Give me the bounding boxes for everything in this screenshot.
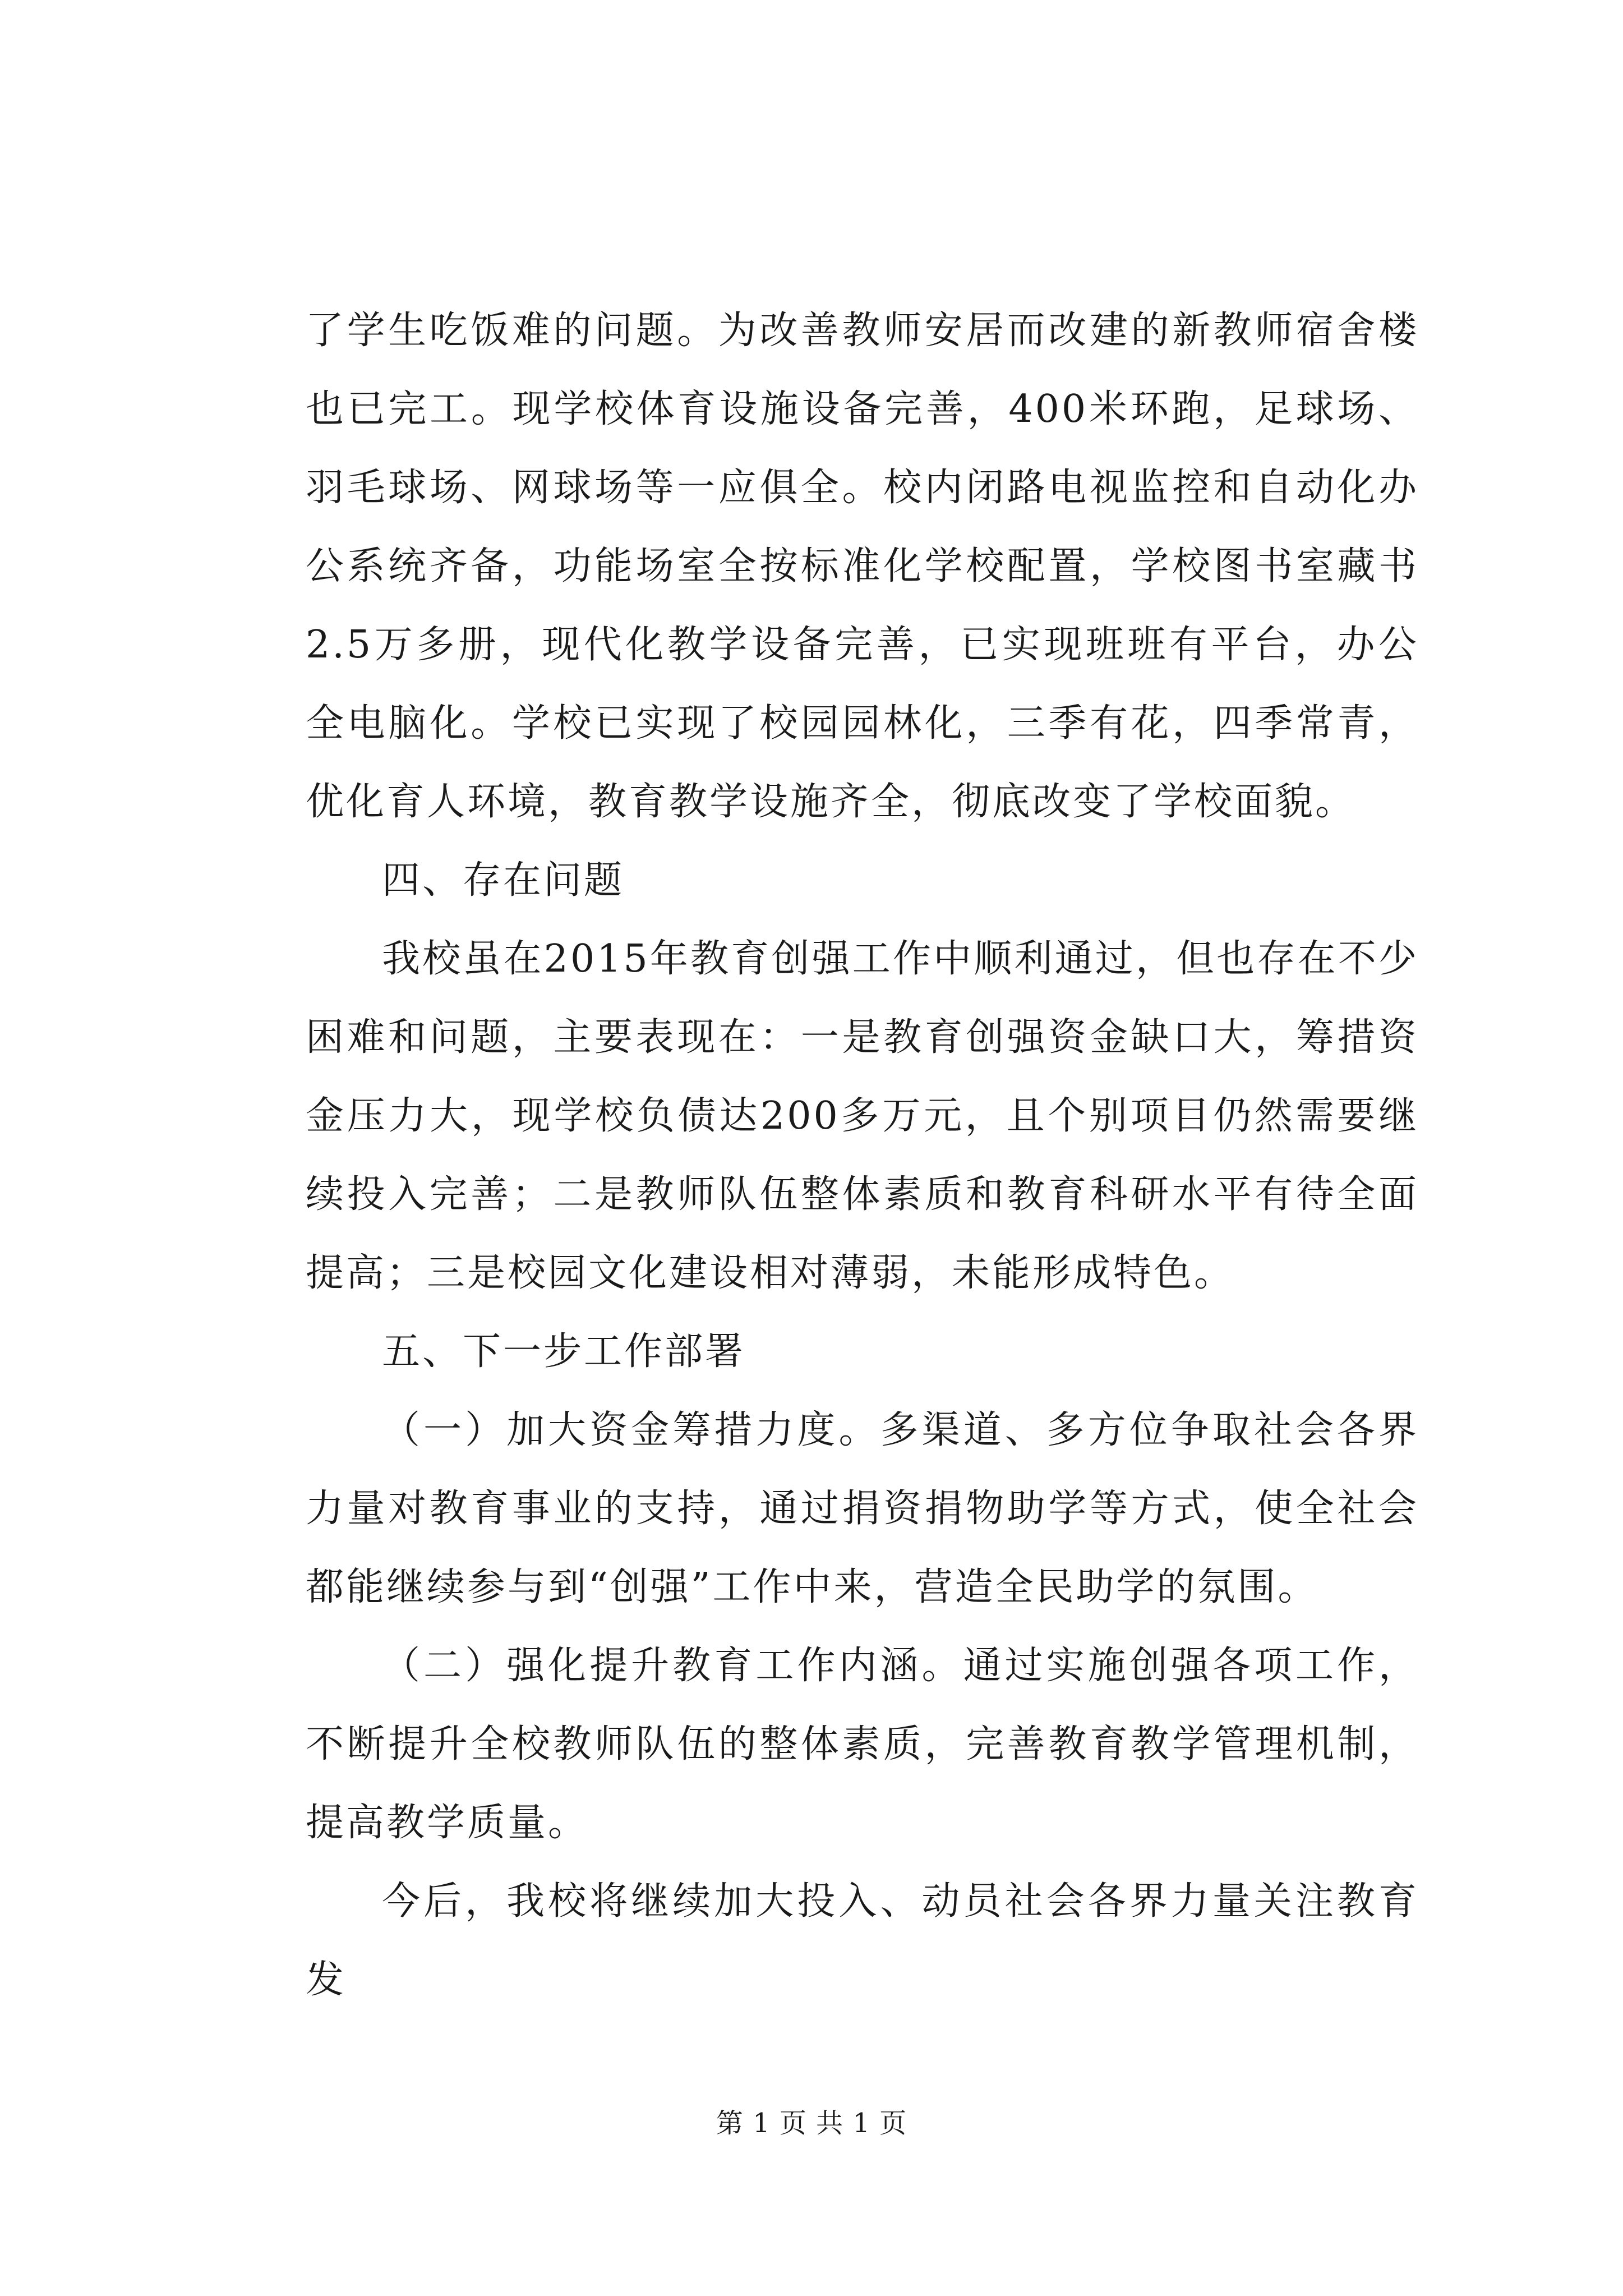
paragraph-funding: （一）加大资金筹措力度。多渠道、多方位争取社会各界力量对教育事业的支持，通过捐资捐物助学等方式，使全社会都能继续参与到“创强”工作中来，营造全民助学的氛围。 — [306, 1408, 1419, 1609]
paragraph-closing: 今后，我校将继续加大投入、动员社会各界力量关注教育发 — [306, 1879, 1419, 2002]
section-heading-problems: 四、存在问题 — [382, 858, 625, 903]
paragraph-facilities: 了学生吃饭难的问题。为改善教师安居而改建的新教师宿舍楼也已完工。现学校体育设施设备完善，400米环跑，足球场、羽毛球场、网球场等一应俱全。校内闭路电视监控和自动化办公系统齐备，功能场室全按标准化学校配置，学校图书室藏书2.5万多册，现代化教学设备完善，已实现班班有平台，办公全电脑化。学校已实现了校园园林化，三季有花，四季常青，优化育人环境，教育教学设施齐全，彻底改变了学校面貌。 — [306, 309, 1419, 824]
page-footer: 第 1 页 共 1 页 — [716, 2108, 907, 2139]
paragraph-problems: 我校虽在2015年教育创强工作中顺利通过，但也存在不少困难和问题，主要表现在：一是教育创强资金缺口大，筹措资金压力大，现学校负债达200多万元，且个别项目仍然需要继续投入完善；二是教师队伍整体素质和教育科研水平有待全面提高；三是校园文化建设相对薄弱，未能形成特色。 — [306, 937, 1419, 1295]
document-body — [306, 292, 1419, 2019]
section-heading-next-steps: 五、下一步工作部署 — [382, 1329, 746, 1374]
paragraph-quality: （二）强化提升教育工作内涵。通过实施创强各项工作，不断提升全校教师队伍的整体素质，完善教育教学管理机制，提高教学质量。 — [306, 1644, 1419, 1845]
